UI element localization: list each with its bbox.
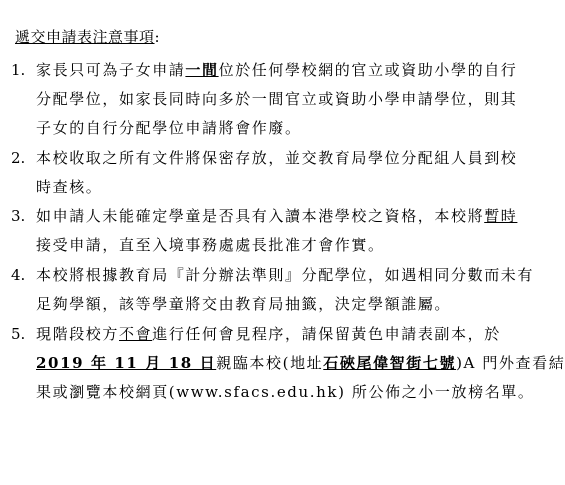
text-segment: )A 門外查看結	[456, 354, 565, 372]
text-segment: 現階段校方	[36, 325, 120, 343]
note-number: 3.	[11, 207, 26, 225]
note-4-line-2: 足夠學額，該等學童將交由教育局抽籤，決定學額誰屬。	[36, 295, 452, 313]
note-2-line-1: 本校收取之所有文件將保密存放，並交教育局學位分配組人員到校	[36, 149, 518, 167]
title-colon: :	[154, 28, 161, 46]
note-1-line-2: 分配學位，如家長同時向多於一間官立或資助小學申請學位，則其	[36, 90, 518, 108]
note-5-line-1	[36, 324, 501, 344]
text-segment: 如申請人未能確定學童是否具有入讀本港學校之資格，本校將	[36, 207, 485, 225]
note-1-line-3: 子女的自行分配學位申請將會作廢。	[36, 119, 302, 137]
note-number: 5.	[11, 325, 26, 343]
note-5-line-2	[36, 353, 565, 373]
note-number: 4.	[11, 266, 26, 284]
emphasis-temporarily: 暫時	[484, 207, 518, 225]
note-3-line-1	[36, 206, 517, 226]
text-segment: 親臨本校(地址	[216, 354, 324, 372]
emphasis-will-not: 不會	[119, 325, 153, 343]
document-title	[15, 27, 160, 47]
note-3-line-2: 接受申請，直至入境事務處處長批准才會作實。	[36, 236, 385, 254]
note-1-line-1	[36, 60, 517, 80]
note-4-line-1: 本校將根據教育局『計分辦法準則』分配學位，如遇相同分數而未有	[36, 266, 535, 284]
title-text: 遞交申請表注意事項	[15, 28, 155, 46]
announcement-date: 2019 年 11 月 18 日	[36, 354, 217, 372]
text-segment: 位於任何學校網的官立或資助小學的自行	[218, 61, 518, 79]
note-2-line-2: 時查核。	[36, 178, 103, 196]
note-number: 2.	[11, 149, 26, 167]
text-segment: 家長只可為子女申請	[36, 61, 186, 79]
emphasis-one-school: 一間	[185, 61, 219, 79]
note-5-line-3: 果或瀏覽本校網頁(www.sfacs.edu.hk) 所公佈之小一放榜名單。	[36, 383, 535, 401]
school-address: 石硤尾偉智街七號	[323, 354, 457, 372]
note-number: 1.	[11, 61, 26, 79]
text-segment: 進行任何會見程序，請保留黃色申請表副本，於	[152, 325, 501, 343]
